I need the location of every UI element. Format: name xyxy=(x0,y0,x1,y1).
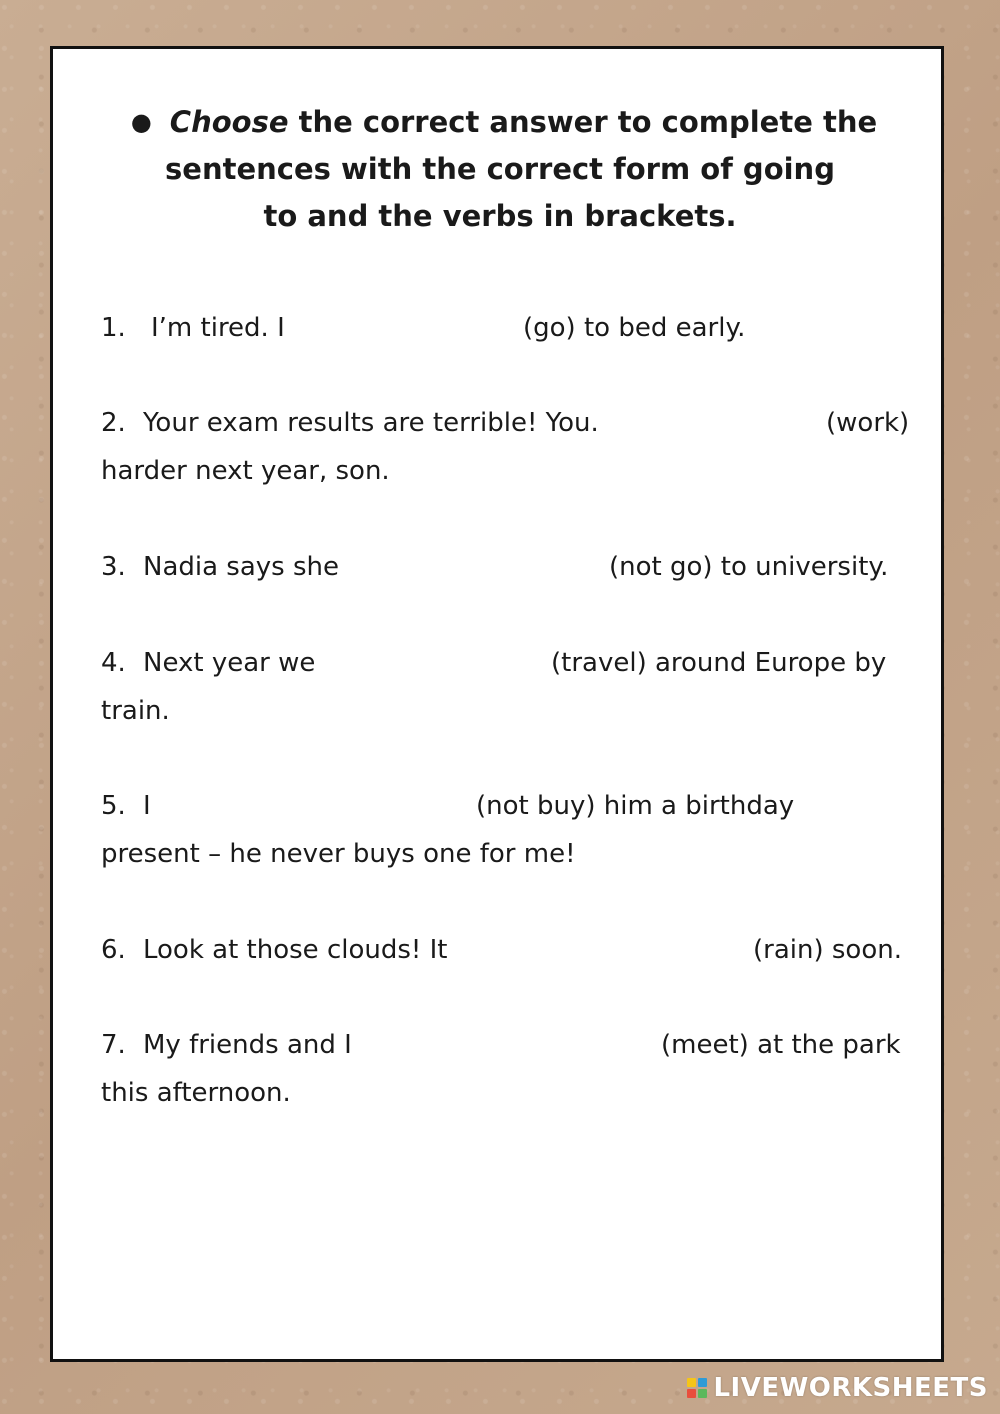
instruction-line-1-rest: the correct answer to complete the xyxy=(288,105,878,139)
item-number: 1. xyxy=(101,313,126,343)
instruction-line-2: sentences with the correct form of going xyxy=(165,152,835,186)
item-lead-text: Look at those clouds! It xyxy=(143,935,448,965)
item-number: 4. xyxy=(101,648,126,678)
item-tail-text: (work) xyxy=(826,408,910,438)
logo-square-2 xyxy=(698,1378,707,1387)
item-tail-text: (not go) to university. xyxy=(609,552,889,582)
liveworksheets-logo[interactable] xyxy=(687,1368,988,1408)
instruction-emphasis: Choose xyxy=(169,105,289,139)
item-continuation-text: harder next year, son. xyxy=(101,456,390,486)
logo-square-1 xyxy=(687,1378,696,1387)
exercise-item-7 xyxy=(101,1021,931,1117)
logo-square-3 xyxy=(687,1389,696,1398)
liveworksheets-logo-icon xyxy=(687,1378,707,1398)
exercise-item-4 xyxy=(101,639,931,735)
instruction-heading xyxy=(53,99,947,240)
instruction-line-1 xyxy=(53,99,947,146)
item-lead-text: Next year we xyxy=(143,648,316,678)
item-lead-text: Nadia says she xyxy=(143,552,340,582)
liveworksheets-logo-text: LIVEWORKSHEETS xyxy=(713,1373,988,1403)
item-continuation-text: this afternoon. xyxy=(101,1078,291,1108)
item-number: 2. xyxy=(101,408,126,438)
exercise-item-3 xyxy=(101,543,931,591)
item-number: 6. xyxy=(101,935,126,965)
item-tail-text: (go) to bed early. xyxy=(523,313,746,343)
item-lead-text: Your exam results are terrible! You. xyxy=(143,408,599,438)
instruction-line-3: to and the verbs in brackets. xyxy=(263,199,737,233)
item-tail-text: (meet) at the park xyxy=(661,1030,901,1060)
item-number: 3. xyxy=(101,552,126,582)
item-continuation-text: present – he never buys one for me! xyxy=(101,839,576,869)
item-lead-text: I’m tired. I xyxy=(151,313,285,343)
bullet-icon: ● xyxy=(130,108,152,136)
item-lead-text: I xyxy=(143,791,151,821)
exercise-item-1 xyxy=(101,304,931,352)
exercise-item-6 xyxy=(101,926,931,974)
item-tail-text: (travel) around Europe by xyxy=(551,648,887,678)
item-tail-text: (rain) soon. xyxy=(753,935,902,965)
exercise-item-2 xyxy=(101,399,931,495)
item-lead-text: My friends and I xyxy=(143,1030,352,1060)
item-number: 5. xyxy=(101,791,126,821)
item-tail-text: (not buy) him a birthday xyxy=(476,791,795,821)
item-number: 7. xyxy=(101,1030,126,1060)
item-continuation-text: train. xyxy=(101,696,170,726)
worksheet-page xyxy=(50,46,944,1362)
logo-square-4 xyxy=(698,1389,707,1398)
exercise-item-5 xyxy=(101,782,931,878)
